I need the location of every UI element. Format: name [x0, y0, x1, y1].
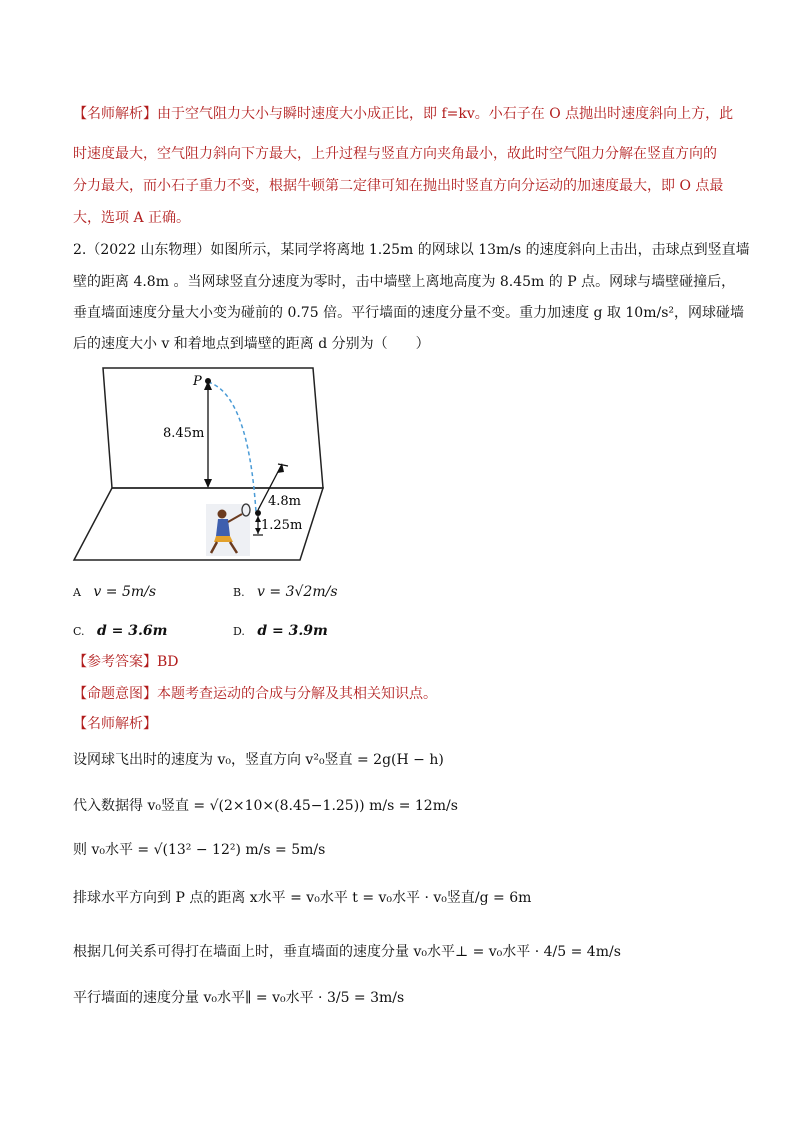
label-p: P	[193, 374, 202, 389]
question-line4: 后的速度大小 v 和着地点到墙壁的距离 d 分别为（ ）	[73, 336, 430, 352]
option-b[interactable]	[233, 582, 338, 603]
intent-text: 本题考查运动的合成与分解及其相关知识点。	[157, 686, 437, 702]
height-arrow-head-bottom	[204, 479, 212, 488]
option-c-letter: C.	[73, 625, 85, 638]
explain2-step2: 代入数据得 v₀竖直 = √(2×10×(8.45−1.25)) m/s = 12m/s	[73, 798, 458, 814]
ball-hit-marker	[255, 510, 261, 516]
option-a[interactable]	[73, 582, 156, 603]
option-c-text: d = 3.6m	[96, 623, 168, 639]
explain1-text-1: 由于空气阻力大小与瞬时速度大小成正比，即 f=kv。小石子在 O 点抛出时速度斜向上方，此	[157, 106, 734, 122]
label-hit-height: 1.25m	[261, 518, 303, 533]
intent-line	[73, 684, 437, 704]
point-p-marker	[205, 378, 211, 384]
question-line2: 壁的距离 4.8m 。当网球竖直分速度为零时，击中墙壁上离地高度为 8.45m 的 P 点。网球与墙壁碰撞后，	[73, 274, 736, 290]
explain2-step4: 排球水平方向到 P 点的距离 x水平 = v₀水平 t = v₀水平 · v₀竖直/g = 6m	[73, 890, 532, 906]
question-line1: 2.（2022 山东物理）如图所示，某同学将离地 1.25m 的网球以 13m/s 的速度斜向上击出，击球点到竖直墙	[73, 242, 750, 258]
wall-outline	[103, 368, 323, 488]
option-d-text: d = 3.9m	[257, 623, 328, 639]
tennis-player-picture	[206, 504, 250, 556]
answer-value: BD	[157, 654, 179, 670]
explain2-step3: 则 v₀水平 = √(13² − 12²) m/s = 5m/s	[73, 842, 326, 858]
explain1-line3: 分力最大，而小石子重力不变，根据牛顿第二定律可知在抛出时竖直方向分运动的加速度最大，即 O 点最	[73, 178, 724, 194]
explain2-tag: 【名师解析】	[73, 716, 157, 732]
distance-tick	[278, 464, 288, 466]
intent-tag: 【命题意图】	[73, 686, 157, 702]
option-a-letter: A	[73, 586, 81, 599]
answer-line	[73, 652, 179, 672]
label-height: 8.45m	[163, 426, 205, 441]
option-a-text: v = 5m/s	[93, 584, 157, 600]
answer-tag: 【参考答案】	[73, 654, 157, 670]
explain1-tag: 【名师解析】	[73, 106, 157, 122]
explain2-step6: 平行墙面的速度分量 v₀水平∥ = v₀水平 · 3/5 = 3m/s	[73, 990, 405, 1006]
player-head	[218, 510, 227, 519]
option-b-letter: B.	[233, 586, 245, 599]
ball-trajectory	[208, 382, 256, 512]
explain1-line2: 时速度最大，空气阻力斜向下方最大，上升过程与竖直方向夹角最小，故此时空气阻力分解在竖直方向的	[73, 146, 717, 162]
option-c[interactable]	[73, 621, 167, 642]
explain1-line1	[73, 104, 733, 124]
label-distance: 4.8m	[268, 494, 302, 509]
option-d[interactable]	[233, 621, 328, 642]
explain2-step1: 设网球飞出时的速度为 v₀，竖直方向 v²₀竖直 = 2g(H − h)	[73, 752, 444, 768]
explain2-step5: 根据几何关系可得打在墙面上时，垂直墙面的速度分量 v₀水平⊥ = v₀水平 · 4/5 = 4m/s	[73, 944, 621, 960]
option-d-letter: D.	[233, 625, 245, 638]
question-line3: 垂直墙面速度分量大小变为碰前的 0.75 倍。平行墙面的速度分量不变。重力加速度 g 取 10m/s²，网球碰墙	[73, 305, 744, 321]
option-b-text: v = 3√2m/s	[257, 584, 338, 600]
explain1-line4: 大，选项 A 正确。	[73, 210, 191, 226]
player-shorts	[214, 536, 233, 542]
tennis-wall-figure	[70, 364, 340, 566]
